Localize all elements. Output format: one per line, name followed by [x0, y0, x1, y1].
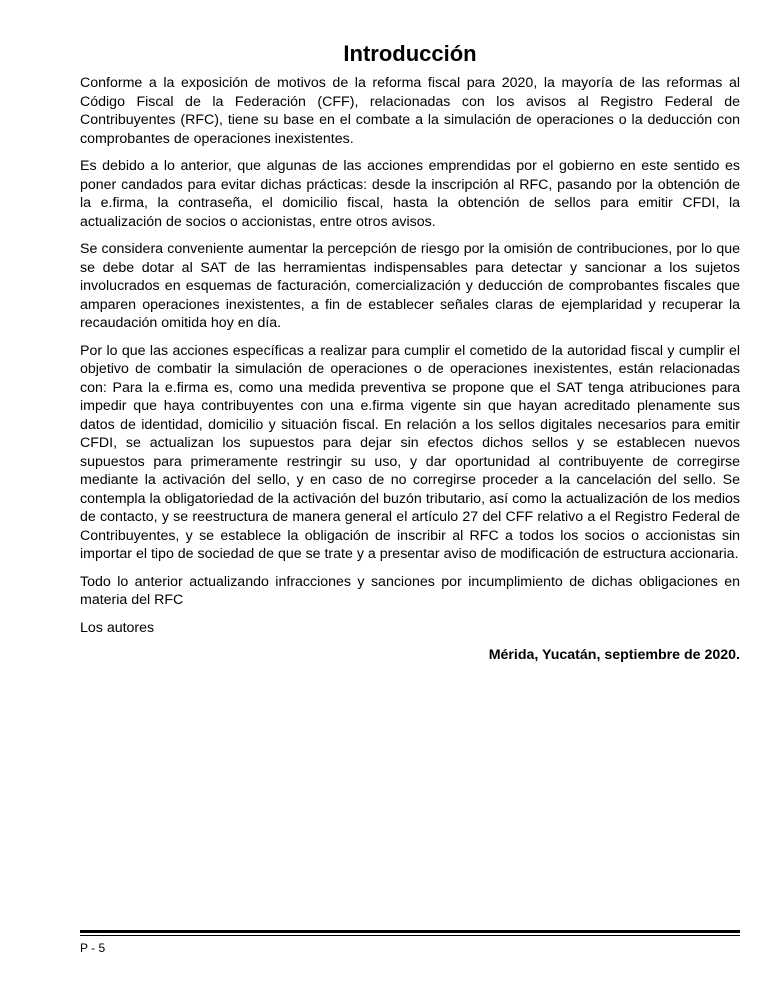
footer-divider-thick: [80, 930, 740, 933]
paragraph-5: Todo lo anterior actualizando infracciones y sanciones por incumplimiento de dichas obligaciones en materia del RFC: [80, 573, 740, 608]
document-body: [80, 40, 740, 665]
footer-divider-thin: [80, 935, 740, 936]
page-number: P - 5: [80, 941, 106, 955]
page-title: Introducción: [343, 41, 477, 66]
paragraph-2: Es debido a lo anterior, que algunas de las acciones emprendidas por el gobierno en este sentido es poner candados para evitar dichas prácticas: desde la inscripción al RFC, pasando por la obtención de la e.firma, la contraseña, el domicilio fiscal, hasta la obtención de sellos para emitir CFDI, la actualización de socios o accionistas, entre otros avisos.: [80, 158, 740, 230]
authors-line: Los autores: [80, 619, 155, 636]
place-date-signoff: Mérida, Yucatán, septiembre de 2020.: [488, 647, 740, 663]
paragraph-3: Se considera conveniente aumentar la percepción de riesgo por la omisión de contribuciones, por lo que se debe dotar al SAT de las herramientas indispensables para detectar y sancionar a los sujetos involucrados en esquemas de facturación, comercialización y deducción de comprobantes fiscales que amparen operaciones inexistentes, a fin de establecer señales claras de ejemplaridad y recuperar la recaudación omitida hoy en día.: [80, 241, 740, 331]
paragraph-4: Por lo que las acciones específicas a realizar para cumplir el cometido de la autoridad fiscal y cumplir el objetivo de combatir la simulación de operaciones o de operaciones inexistentes, están relacionadas con: Para la e.firma es, como una medida preventiva se propone que el SAT tenga atribuciones para impedir que haya contribuyentes con una e.firma vigente sin que hayan acreditado plenamente sus datos de identidad, domicilio y situación fiscal. En relación a los sellos digitales necesarios para emitir CFDI, se actualizan los supuestos para dejar sin efectos dichos sellos y se establecen nuevos supuestos para primeramente restringir su uso, y dar oportunidad al contribuyente de corregirse mediante la activación del sello, y en caso de no corregirse proceder a la cancelación del sello. Se contempla la obligatoriedad de la activación del buzón tributario, así como la actualización de los medios de contacto, y se reestructura de manera general el artículo 27 del CFF relativo a el Registro Federal de Contribuyentes, y se establece la obligación de inscribir al RFC a todos los socios o accionistas sin importar el tipo de sociedad de que se trate y a presentar aviso de modificación de estructura accionaria.: [80, 342, 740, 562]
paragraph-1: Conforme a la exposición de motivos de la reforma fiscal para 2020, la mayoría de las reformas al Código Fiscal de la Federación (CFF), relacionadas con los avisos al Registro Federal de Contribuyentes (RFC), tiene su base en el combate a la simulación de operaciones o la deducción con comprobantes de operaciones inexistentes.: [80, 75, 740, 147]
